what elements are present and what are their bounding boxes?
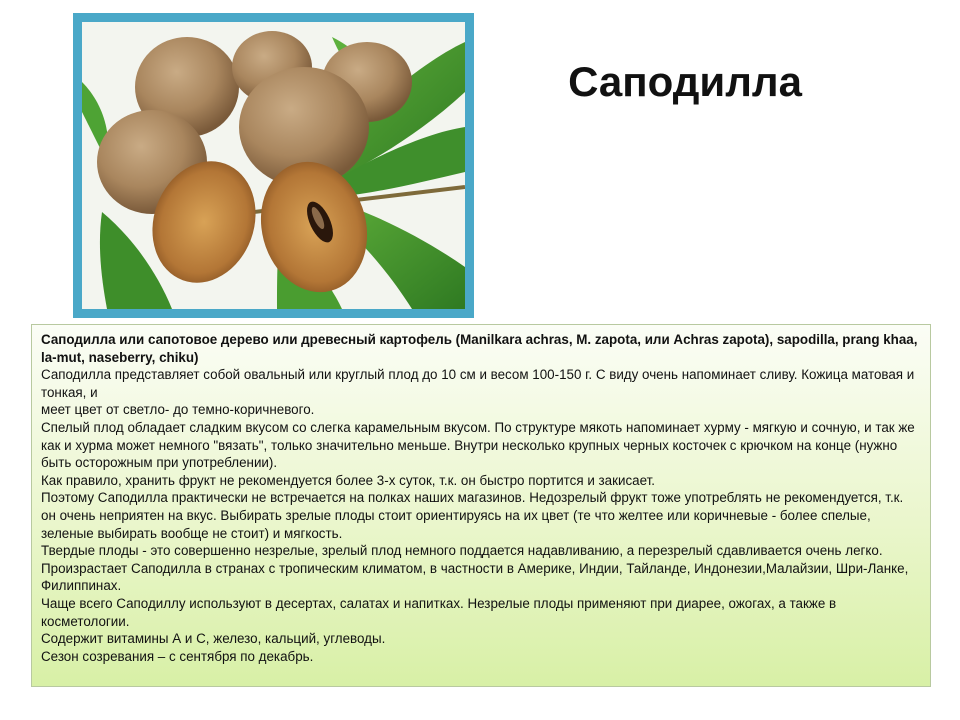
description-paragraph: Произрастает Саподилла в странах с тропическим климатом, в частности в Америке, Индии, Тайланде, Индонезии,Малайзии, Шри-Ланке, Филиппинах. <box>41 560 909 594</box>
sapodilla-photo <box>82 22 465 309</box>
description-paragraph: Сезон созревания – с сентября по декабрь. <box>41 648 314 664</box>
description-box <box>31 324 931 687</box>
description-paragraph: Поэтому Саподилла практически не встречается на полках наших магазинов. Недозрелый фрукт тоже употреблять не рекомендуется, т.к. он очень неприятен на вкус. Выбирать зрелые плоды стоит ориентируясь на их цвет (те что желтее или коричневые - более спелые, зеленые выбирать вообще не стоит) и мягкость. <box>41 490 904 541</box>
photo-frame <box>73 13 474 318</box>
description-paragraph: Содержит витамины А и С, железо, кальций, углеводы. <box>41 631 386 647</box>
description-paragraph: Спелый плод обладает сладким вкусом со слегка карамельным вкусом. По структуре мякоть напоминает хурму - мягкую и сочную, и так же как и хурма может немного "вязать", только значительно меньше. Внутри несколько крупных черных косточек с крючком на конце (нужно быть осторожным при употреблении). <box>41 419 915 471</box>
description-paragraph: меет цвет от светло- до темно-коричневого. <box>41 402 315 418</box>
description-paragraph: Твердые плоды - это совершенно незрелые, зрелый плод немного поддается надавливанию, а перезрелый сдавливается очень легко. <box>41 543 883 559</box>
description-paragraph: Как правило, хранить фрукт не рекомендуется более 3-х суток, т.к. он быстро портится и закисает. <box>41 472 655 488</box>
description-lead: Саподилла или сапотовое дерево или древесный картофель (Manilkara achras, M. zapota, или Achras zapota), sapodilla, prang khaa, la-mut, naseberry, chiku) <box>41 332 918 365</box>
page-title: Саподилла <box>568 58 802 105</box>
description-paragraph: Саподилла представляет собой овальный или круглый плод до 10 см и весом 100-150 г. С виду очень напоминает сливу. Кожица матовая и тонкая, и <box>41 367 915 400</box>
description-paragraph: Чаще всего Саподиллу используют в десертах, салатах и напитках. Незрелые плоды применяют при диарее, ожогах, а также в косметологии. <box>41 595 837 629</box>
